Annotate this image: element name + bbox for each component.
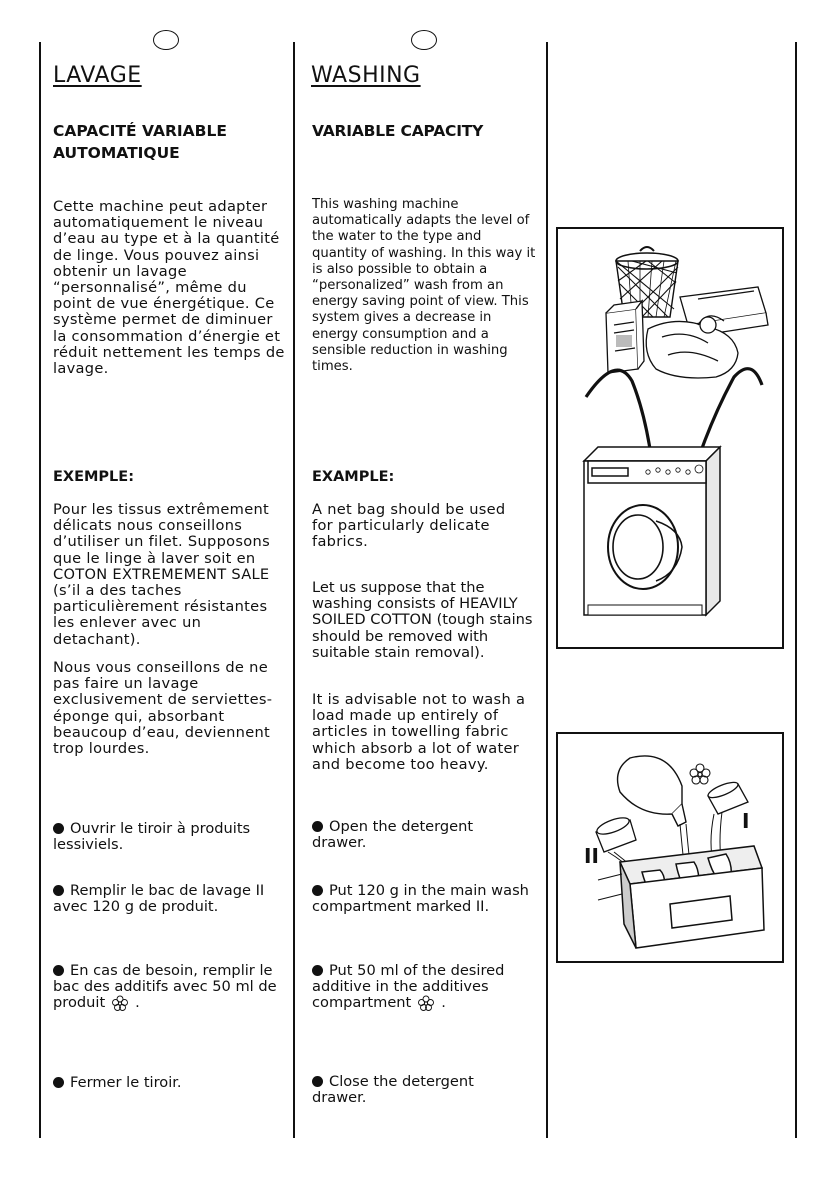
french-step-1 bbox=[53, 821, 263, 853]
french-subtitle-line1: CAPACITÉ VARIABLE bbox=[53, 122, 227, 140]
compartment-label-ii: II bbox=[584, 844, 599, 868]
english-step-3 bbox=[312, 963, 522, 1016]
french-step-4 bbox=[53, 1075, 289, 1091]
bullet-icon bbox=[312, 1076, 323, 1087]
english-title: WASHING bbox=[311, 63, 421, 88]
detergent-drawer-illustration-frame bbox=[556, 732, 784, 963]
measuring-cup-left-icon bbox=[595, 815, 636, 852]
english-step-3-end: . bbox=[441, 994, 446, 1012]
laundry-illustration-frame bbox=[556, 227, 784, 649]
french-step-2-text: Remplir le bac de lavage II avec 120 g de produit. bbox=[53, 882, 265, 916]
bottle-icon bbox=[618, 756, 686, 826]
column-rule-mid bbox=[293, 42, 295, 1138]
french-subtitle-line2: AUTOMATIQUE bbox=[53, 144, 180, 162]
bullet-icon bbox=[312, 821, 323, 832]
french-step-2 bbox=[53, 883, 293, 915]
english-step-1-text: Open the detergent drawer. bbox=[312, 818, 474, 852]
laundry-machine-illustration bbox=[558, 229, 782, 647]
english-example-p3: It is advisable not to wash a load made up entirely of articles in towelling fabric which absorb a lot of water and become too heavy. bbox=[312, 691, 526, 773]
english-example-heading: EXAMPLE: bbox=[312, 469, 395, 485]
french-title: LAVAGE bbox=[53, 63, 142, 88]
bullet-icon bbox=[53, 965, 64, 976]
column-rule-right bbox=[546, 42, 548, 1138]
english-step-4-text: Close the detergent drawer. bbox=[312, 1073, 474, 1107]
english-step-2-text: Put 120 g in the main wash compartment marked II. bbox=[312, 882, 529, 916]
column-rule-left bbox=[39, 42, 41, 1138]
french-example-p2: Nous vous conseillons de ne pas faire un lavage exclusivement de serviettes-éponge qui, absorbant beaucoup d’eau, deviennent trop lourdes. bbox=[53, 659, 273, 758]
english-example-p2: Let us suppose that the washing consists of HEAVILY SOILED COTTON (tough stains should be removed with suitable stain removal). bbox=[312, 579, 533, 661]
english-step-4 bbox=[312, 1074, 512, 1106]
english-step-3-text: Put 50 ml of the desired additive in the additives compartment bbox=[312, 962, 505, 1012]
french-step-1-text: Ouvrir le tiroir à produits lessiviels. bbox=[53, 820, 251, 854]
detergent-box-icon bbox=[606, 301, 644, 373]
french-subtitle bbox=[53, 120, 227, 164]
french-example-heading: EXEMPLE: bbox=[53, 469, 134, 485]
flower-icon bbox=[690, 764, 710, 784]
language-marker-english bbox=[411, 30, 437, 50]
compartment-label-i: I bbox=[742, 809, 750, 833]
flower-icon bbox=[111, 995, 129, 1015]
english-example-p1: A net bag should be used for particularly delicate fabrics. bbox=[312, 501, 506, 551]
washing-machine-icon bbox=[584, 447, 720, 615]
french-step-3-text: En cas de besoin, remplir le bac des additifs avec 50 ml de produit bbox=[53, 962, 277, 1012]
bullet-icon bbox=[53, 1077, 64, 1088]
english-step-1 bbox=[312, 819, 512, 851]
bullet-icon bbox=[53, 885, 64, 896]
language-marker-french bbox=[153, 30, 179, 50]
flower-icon bbox=[417, 995, 435, 1015]
french-example-p1: Pour les tissus extrêmement délicats nous conseillons d’utiliser un filet. Supposons que le linge à laver soit en COTON EXTREMEMENT SALE (s’il a des taches particulièrement résistantes les enlever avec un detachant). bbox=[53, 501, 270, 648]
french-step-3 bbox=[53, 963, 285, 1016]
french-intro: Cette machine peut adapter automatiquement le niveau d’eau au type et à la quantité de linge. Vous pouvez ainsi obtenir un lavage “personnalisé”, même du point de vue énergétique. Ce système permet de diminuer la consommation d’énergie et réduit nettement les temps de lavage. bbox=[53, 198, 285, 378]
english-step-2 bbox=[312, 883, 544, 915]
drawer-icon bbox=[598, 846, 764, 948]
french-step-3-end: . bbox=[135, 994, 140, 1012]
bullet-icon bbox=[53, 823, 64, 834]
english-subtitle: VARIABLE CAPACITY bbox=[312, 122, 484, 140]
column-rule-far-right bbox=[795, 42, 797, 1138]
french-step-4-text: Fermer le tiroir. bbox=[70, 1074, 182, 1091]
bullet-icon bbox=[312, 965, 323, 976]
measuring-cup-right-icon bbox=[706, 779, 748, 814]
detergent-drawer-illustration bbox=[558, 734, 782, 961]
bullet-icon bbox=[312, 885, 323, 896]
english-intro: This washing machine automatically adapts the level of the water to the type and quantity of washing. In this way it is also possible to obtain a “personalized” wash from an energy saving point of view. This system gives a decrease in energy consumption and a sensible reduction in washing times. bbox=[312, 197, 536, 375]
